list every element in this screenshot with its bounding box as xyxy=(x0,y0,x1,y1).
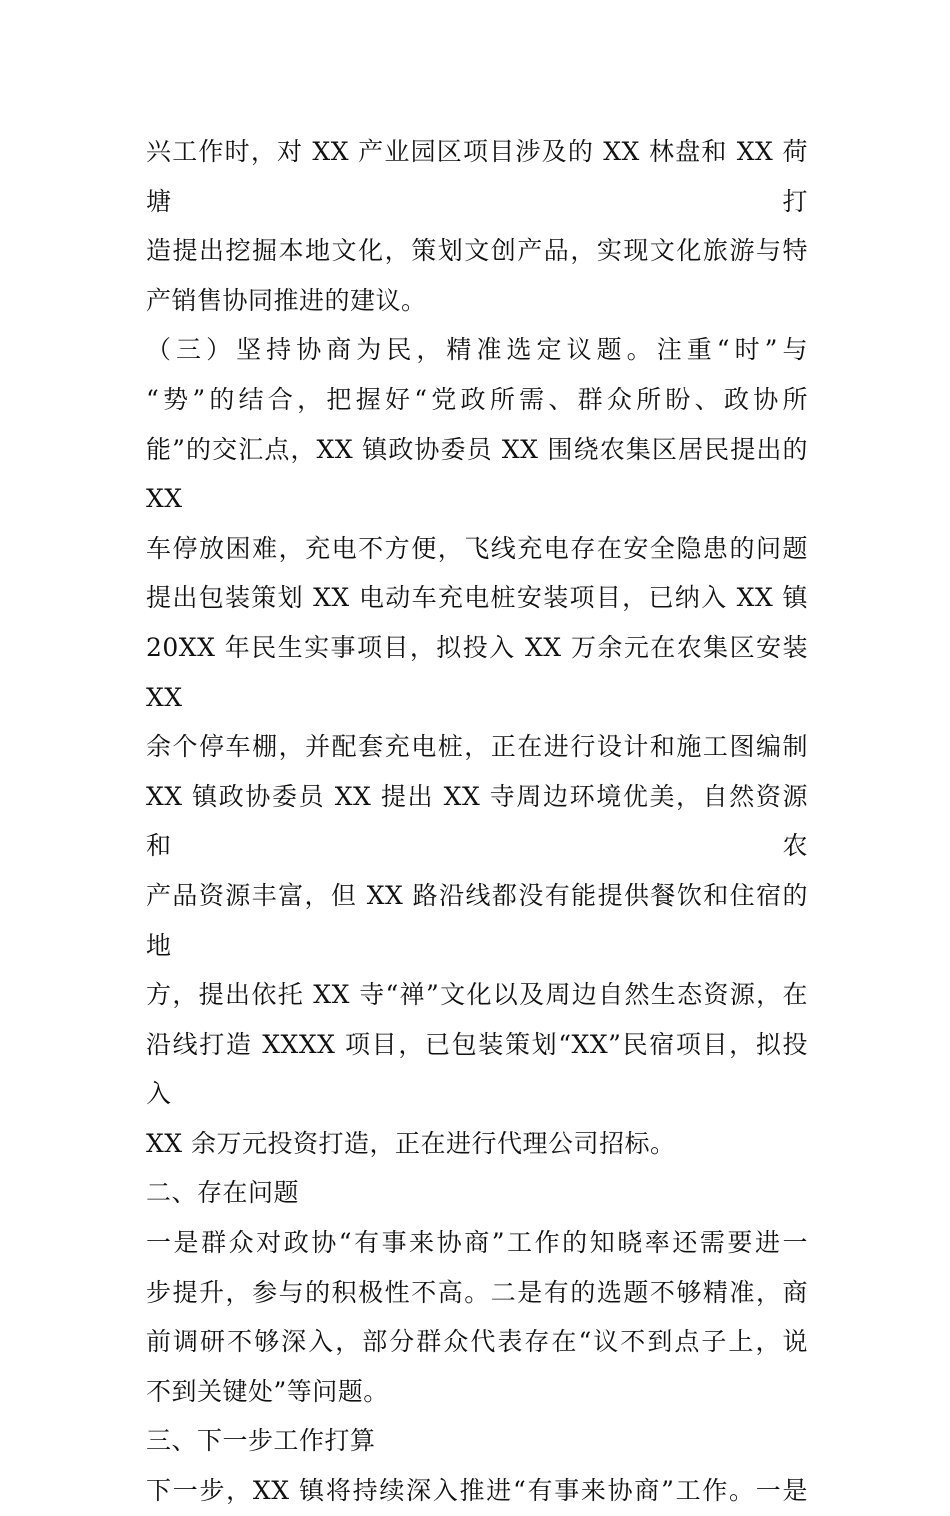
text-line: 产品资源丰富，但 XX 路沿线都没有能提供餐饮和住宿的地 xyxy=(146,880,808,960)
paragraph-problems xyxy=(146,1218,808,1416)
text-line: 下一步，XX 镇将持续深入推进“有事来协商”工作。一是 xyxy=(146,1476,808,1506)
heading-existing-problems: 二、存在问题 xyxy=(146,1178,300,1208)
text-line: 步提升，参与的积极性不高。二是有的选题不够精准，商 xyxy=(146,1277,808,1307)
text-line: 车停放困难，充电不方便，飞线充电存在安全隐患的问题 xyxy=(146,533,808,563)
text-line: 20XX 年民生实事项目，拟投入 XX 万余元在农集区安装 XX xyxy=(146,632,808,712)
text-line: XX 镇政协委员 XX 提出 XX 寺周边环境优美，自然资源和农 xyxy=(146,781,808,861)
text-line: 兴工作时，对 XX 产业园区项目涉及的 XX 林盘和 XX 荷塘打 xyxy=(146,137,808,216)
text-line: 不到关键处”等问题。 xyxy=(146,1376,389,1406)
text-line: （三）坚持协商为民，精准选定议题。注重“时”与 xyxy=(146,335,808,365)
text-line: 沿线打造 XXXX 项目，已包装策划“XX”民宿项目，拟投入 xyxy=(146,1029,808,1109)
paragraph-section-three xyxy=(146,325,808,1168)
text-line: “势”的结合，把握好“党政所需、群众所盼、政协所 xyxy=(146,384,808,414)
text-line: XX 余万元投资打造，正在进行代理公司招标。 xyxy=(146,1128,676,1158)
text-line: 一是群众对政协“有事来协商”工作的知晓率还需要进一 xyxy=(146,1228,808,1258)
document-body xyxy=(146,127,808,1516)
text-line: 前调研不够深入，部分群众代表存在“议不到点子上，说 xyxy=(146,1327,808,1357)
paragraph-industrial-park xyxy=(146,127,808,325)
text-line: 方，提出依托 XX 寺“禅”文化以及周边自然生态资源，在 xyxy=(146,980,808,1010)
heading-next-steps: 三、下一步工作打算 xyxy=(146,1426,376,1456)
text-line: 提出包装策划 XX 电动车充电桩安装项目，已纳入 XX 镇 xyxy=(146,583,808,613)
text-line: 能”的交汇点，XX 镇政协委员 XX 围绕农集区居民提出的 XX xyxy=(146,434,808,514)
text-line: 产销售协同推进的建议。 xyxy=(146,285,427,315)
text-line: 余个停车棚，并配套充电桩，正在进行设计和施工图编制 xyxy=(146,732,808,762)
paragraph-next-steps xyxy=(146,1466,808,1516)
text-line: 造提出挖掘本地文化，策划文创产品，实现文化旅游与特 xyxy=(146,236,808,266)
